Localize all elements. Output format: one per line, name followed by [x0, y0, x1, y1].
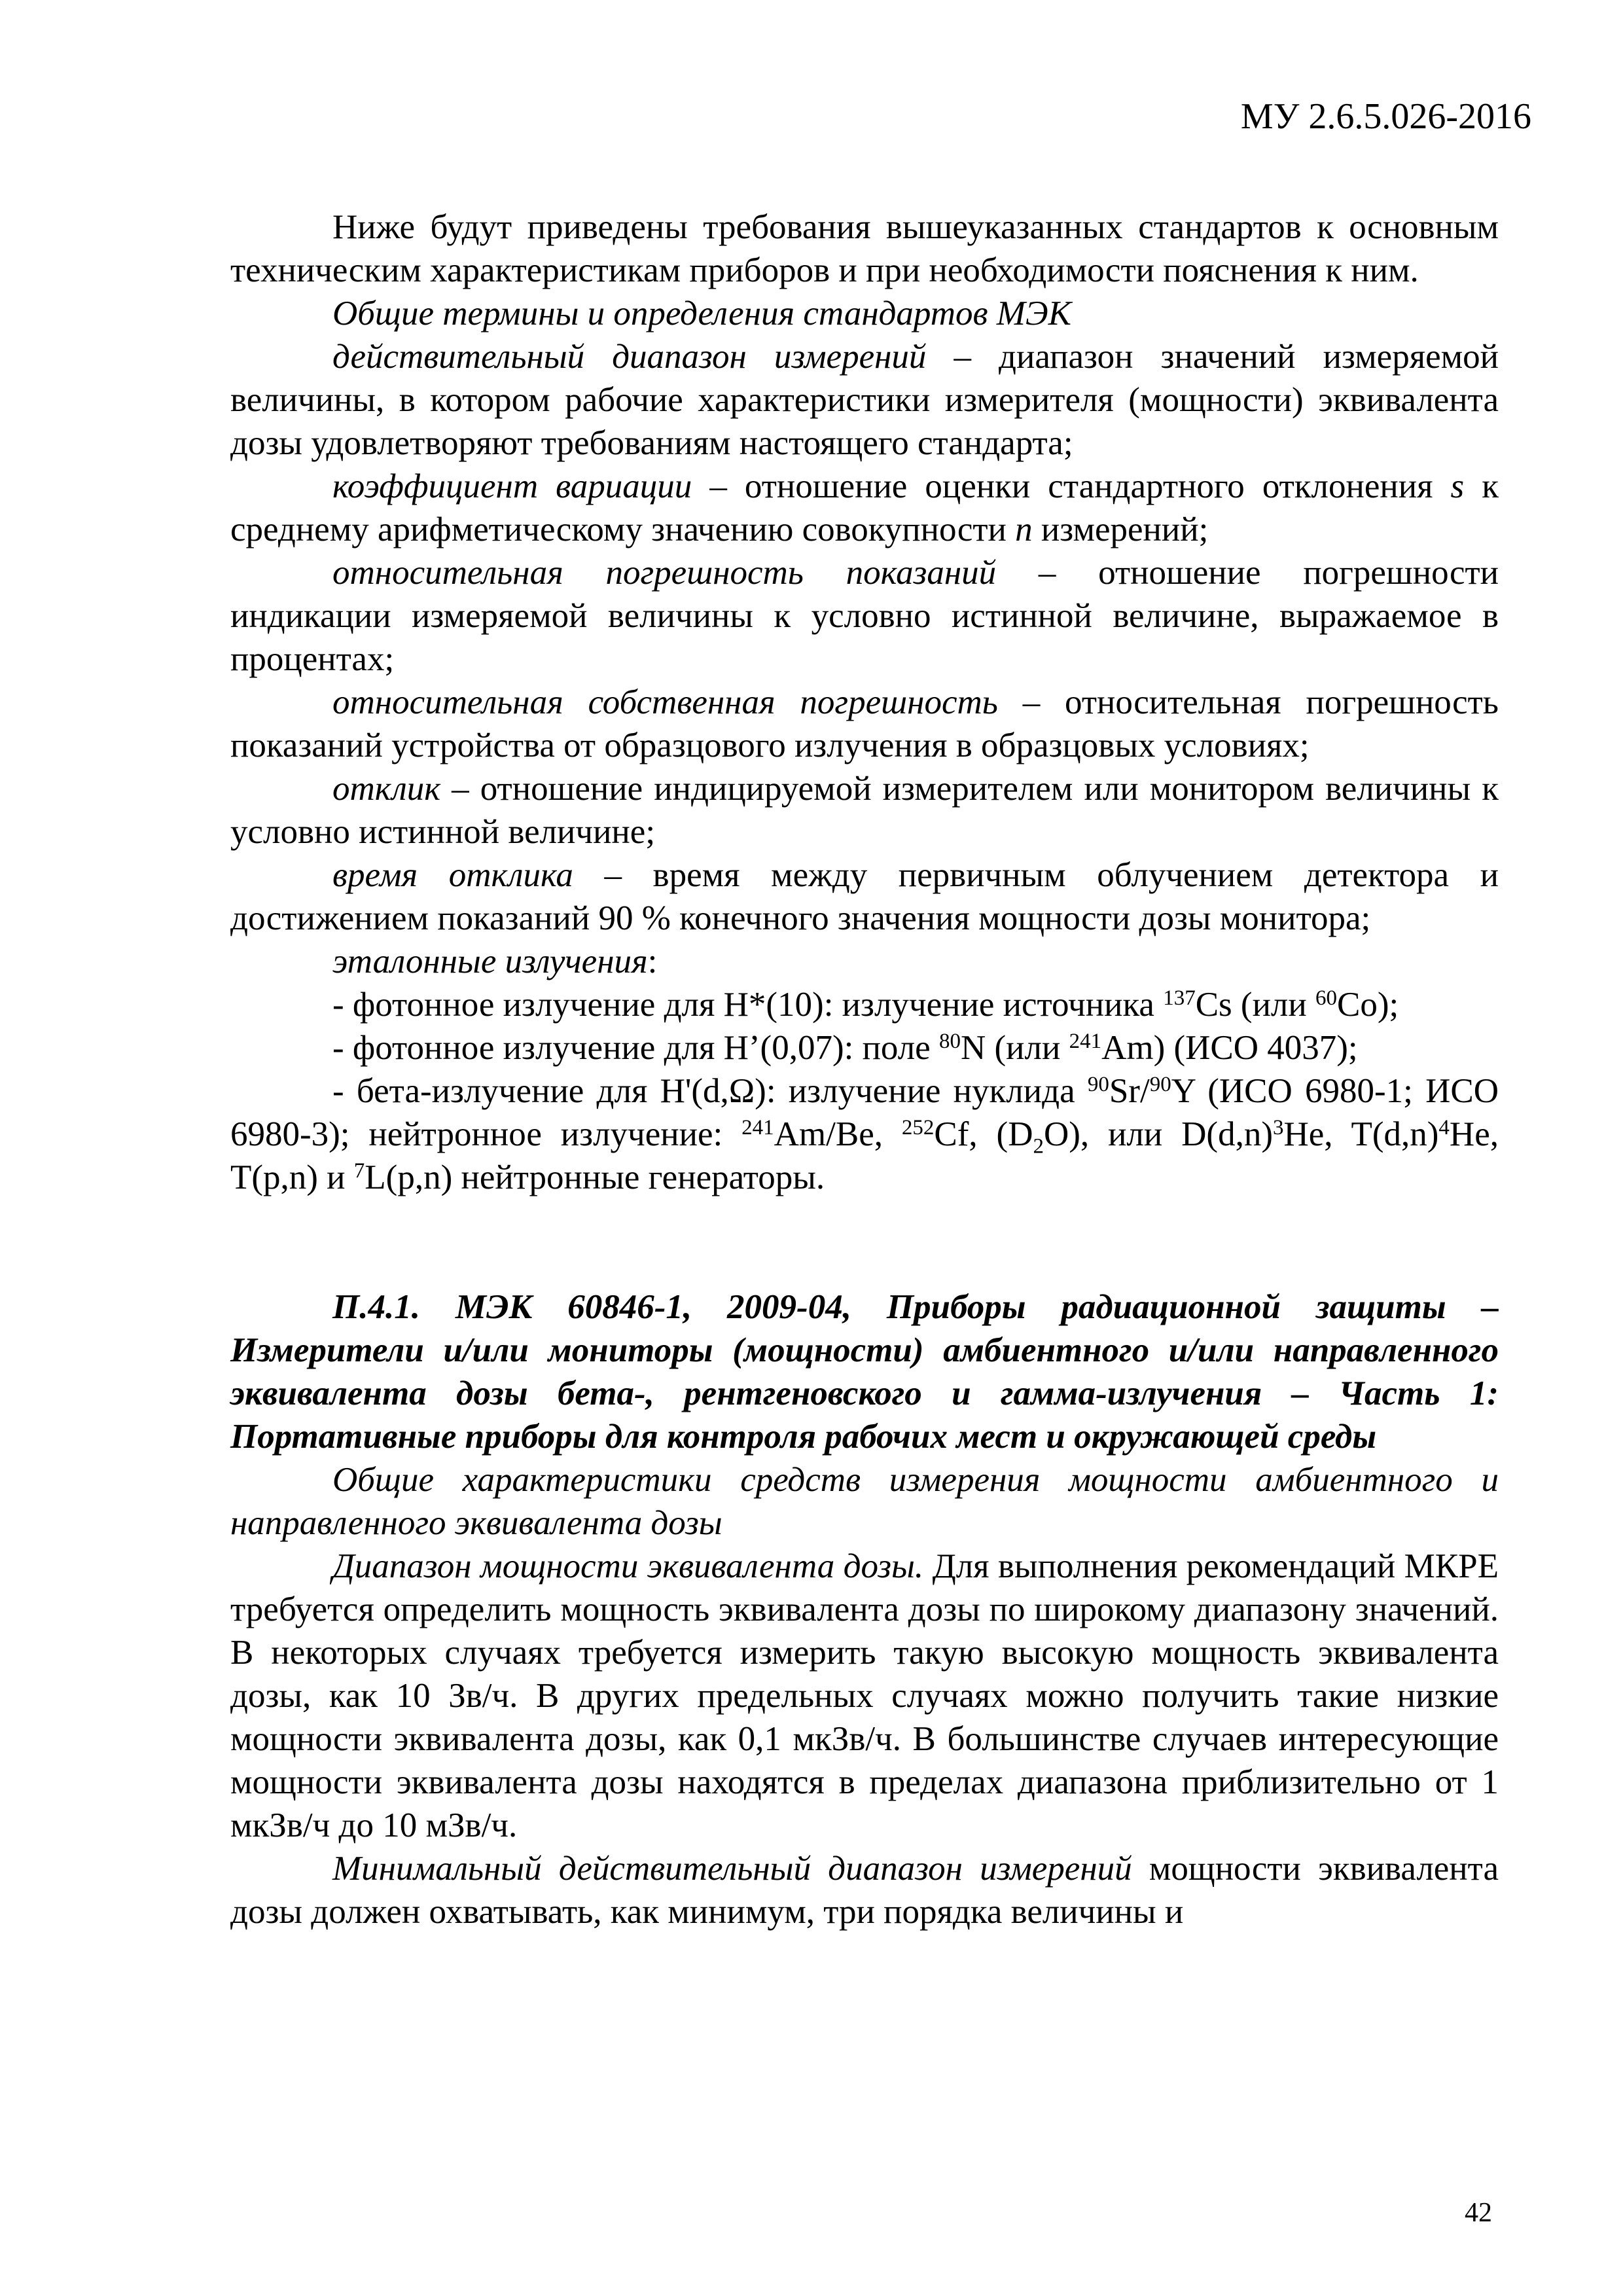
term-label: действительный диапазон измерений — [332, 338, 927, 376]
term-definition: – отношение погрешности индикации измеряемой величины к условно истинной величине, выражаемое в процентах; — [230, 554, 1499, 678]
term-label: коэффициент вариации — [332, 467, 692, 505]
paragraph-text: мощности эквивалента дозы должен охватывать, как минимум, три порядка величины и — [230, 1850, 1499, 1931]
term-response-time — [230, 853, 1499, 940]
section-heading: П.4.1. МЭК 60846-1, 2009-04, Приборы радиационной защиты – Измерители и/или мониторы (мощности) амбиентного и/или направленного эквивалента дозы бета-, рентгеновского и гамма-излучения – Часть 1: Портативные приборы для контроля рабочих мест и окружающей среды — [230, 1288, 1499, 1456]
term-label: относительная погрешность показаний — [332, 554, 997, 592]
intro-paragraph: Ниже будут приведены требования вышеуказанных стандартов к основным техническим характеристикам приборов и при необходимости пояснения к ним. — [230, 208, 1499, 289]
term-label: эталонные излучения — [332, 942, 648, 980]
term-label: время отклика — [332, 856, 573, 894]
radiation-item-photon-h007: - фотонное излучение для H’(0,07): поле $^{80}$N (или $^{241}$Am) (ИСО 4037); — [332, 1029, 1358, 1067]
term-label: отклик — [332, 770, 441, 808]
section-spacer — [230, 1199, 1499, 1285]
symbol-s: s — [1450, 467, 1465, 505]
radiation-item-beta-neutron: - бета-излучение для H'(d,Ω): излучение нуклида $^{90}$Sr/$^{90}$Y (ИСО 6980-1; ИСО 6980-3); нейтронное излучение: $^{241}$Am/Be, $^{252}$Cf, $(D_2O)$, или $D(d,n)^3He$, $T(d,n)^4He$, T(p,n) и $^7$L(p,n) нейтронные генераторы. — [230, 1072, 1499, 1196]
term-definition: – относительная погрешность показаний устройства от образцового излучения в образцовых условиях; — [230, 683, 1499, 764]
section-subtitle: Общие характеристики средств измерения мощности амбиентного и направленного эквивалента дозы — [230, 1461, 1499, 1542]
page-number: 42 — [1465, 2198, 1492, 2228]
term-intrinsic-error — [230, 681, 1499, 767]
term-definition: к среднему арифметическому значению совокупности — [230, 467, 1499, 548]
term-reference-radiations: эталонные излучения: — [332, 942, 658, 980]
minimum-range-paragraph — [230, 1847, 1499, 1933]
paragraph-text: Для выполнения рекомендаций МКРЕ требуется определить мощность эквивалента дозы по широкому диапазону значений. В некоторых случаях требуется измерить такую высокую мощность эквивалента дозы, как 10 Зв/ч. В других предельных случаях можно получить такие низкие мощности эквивалента дозы, как 0,1 мкЗв/ч. В большинстве случаев интересующие мощности эквивалента дозы находятся в пределах диапазона приблизительно от 1 мкЗв/ч до 10 мЗв/ч. — [230, 1547, 1499, 1844]
term-definition: – время между первичным облучением детектора и достижением показаний 90 % конечного значения мощности дозы монитора; — [230, 856, 1499, 937]
term-definition: – диапазон значений измеряемой величины, в котором рабочие характеристики измерителя (мощности) эквивалента дозы удовлетворяют требованиям настоящего стандарта; — [230, 338, 1499, 462]
term-variation-coefficient — [230, 465, 1499, 551]
dose-rate-range-paragraph — [230, 1545, 1499, 1847]
page-body — [230, 206, 1499, 1933]
term-definition: – отношение оценки стандартного отклонения — [692, 467, 1451, 505]
term-measurement-range — [230, 335, 1499, 465]
document-code: МУ 2.6.5.026-2016 — [1240, 96, 1531, 137]
term-response — [230, 767, 1499, 853]
symbol-n: n — [1015, 511, 1033, 548]
term-label: относительная собственная погрешность — [332, 683, 998, 721]
paragraph-term: Диапазон мощности эквивалента дозы. — [332, 1547, 924, 1585]
term-relative-error — [230, 551, 1499, 681]
paragraph-term: Минимальный действительный диапазон измерений — [332, 1850, 1132, 1888]
term-definition: – отношение индицируемой измерителем или монитором величины к условно истинной величине; — [230, 770, 1499, 851]
term-definition: измерений; — [1032, 511, 1209, 548]
radiation-item-photon-h10: - фотонное излучение для H*(10): излучение источника $^{137}$Cs (или $^{60}$Co); — [332, 986, 1399, 1024]
terms-title: Общие термины и определения стандартов МЭК — [332, 295, 1071, 332]
